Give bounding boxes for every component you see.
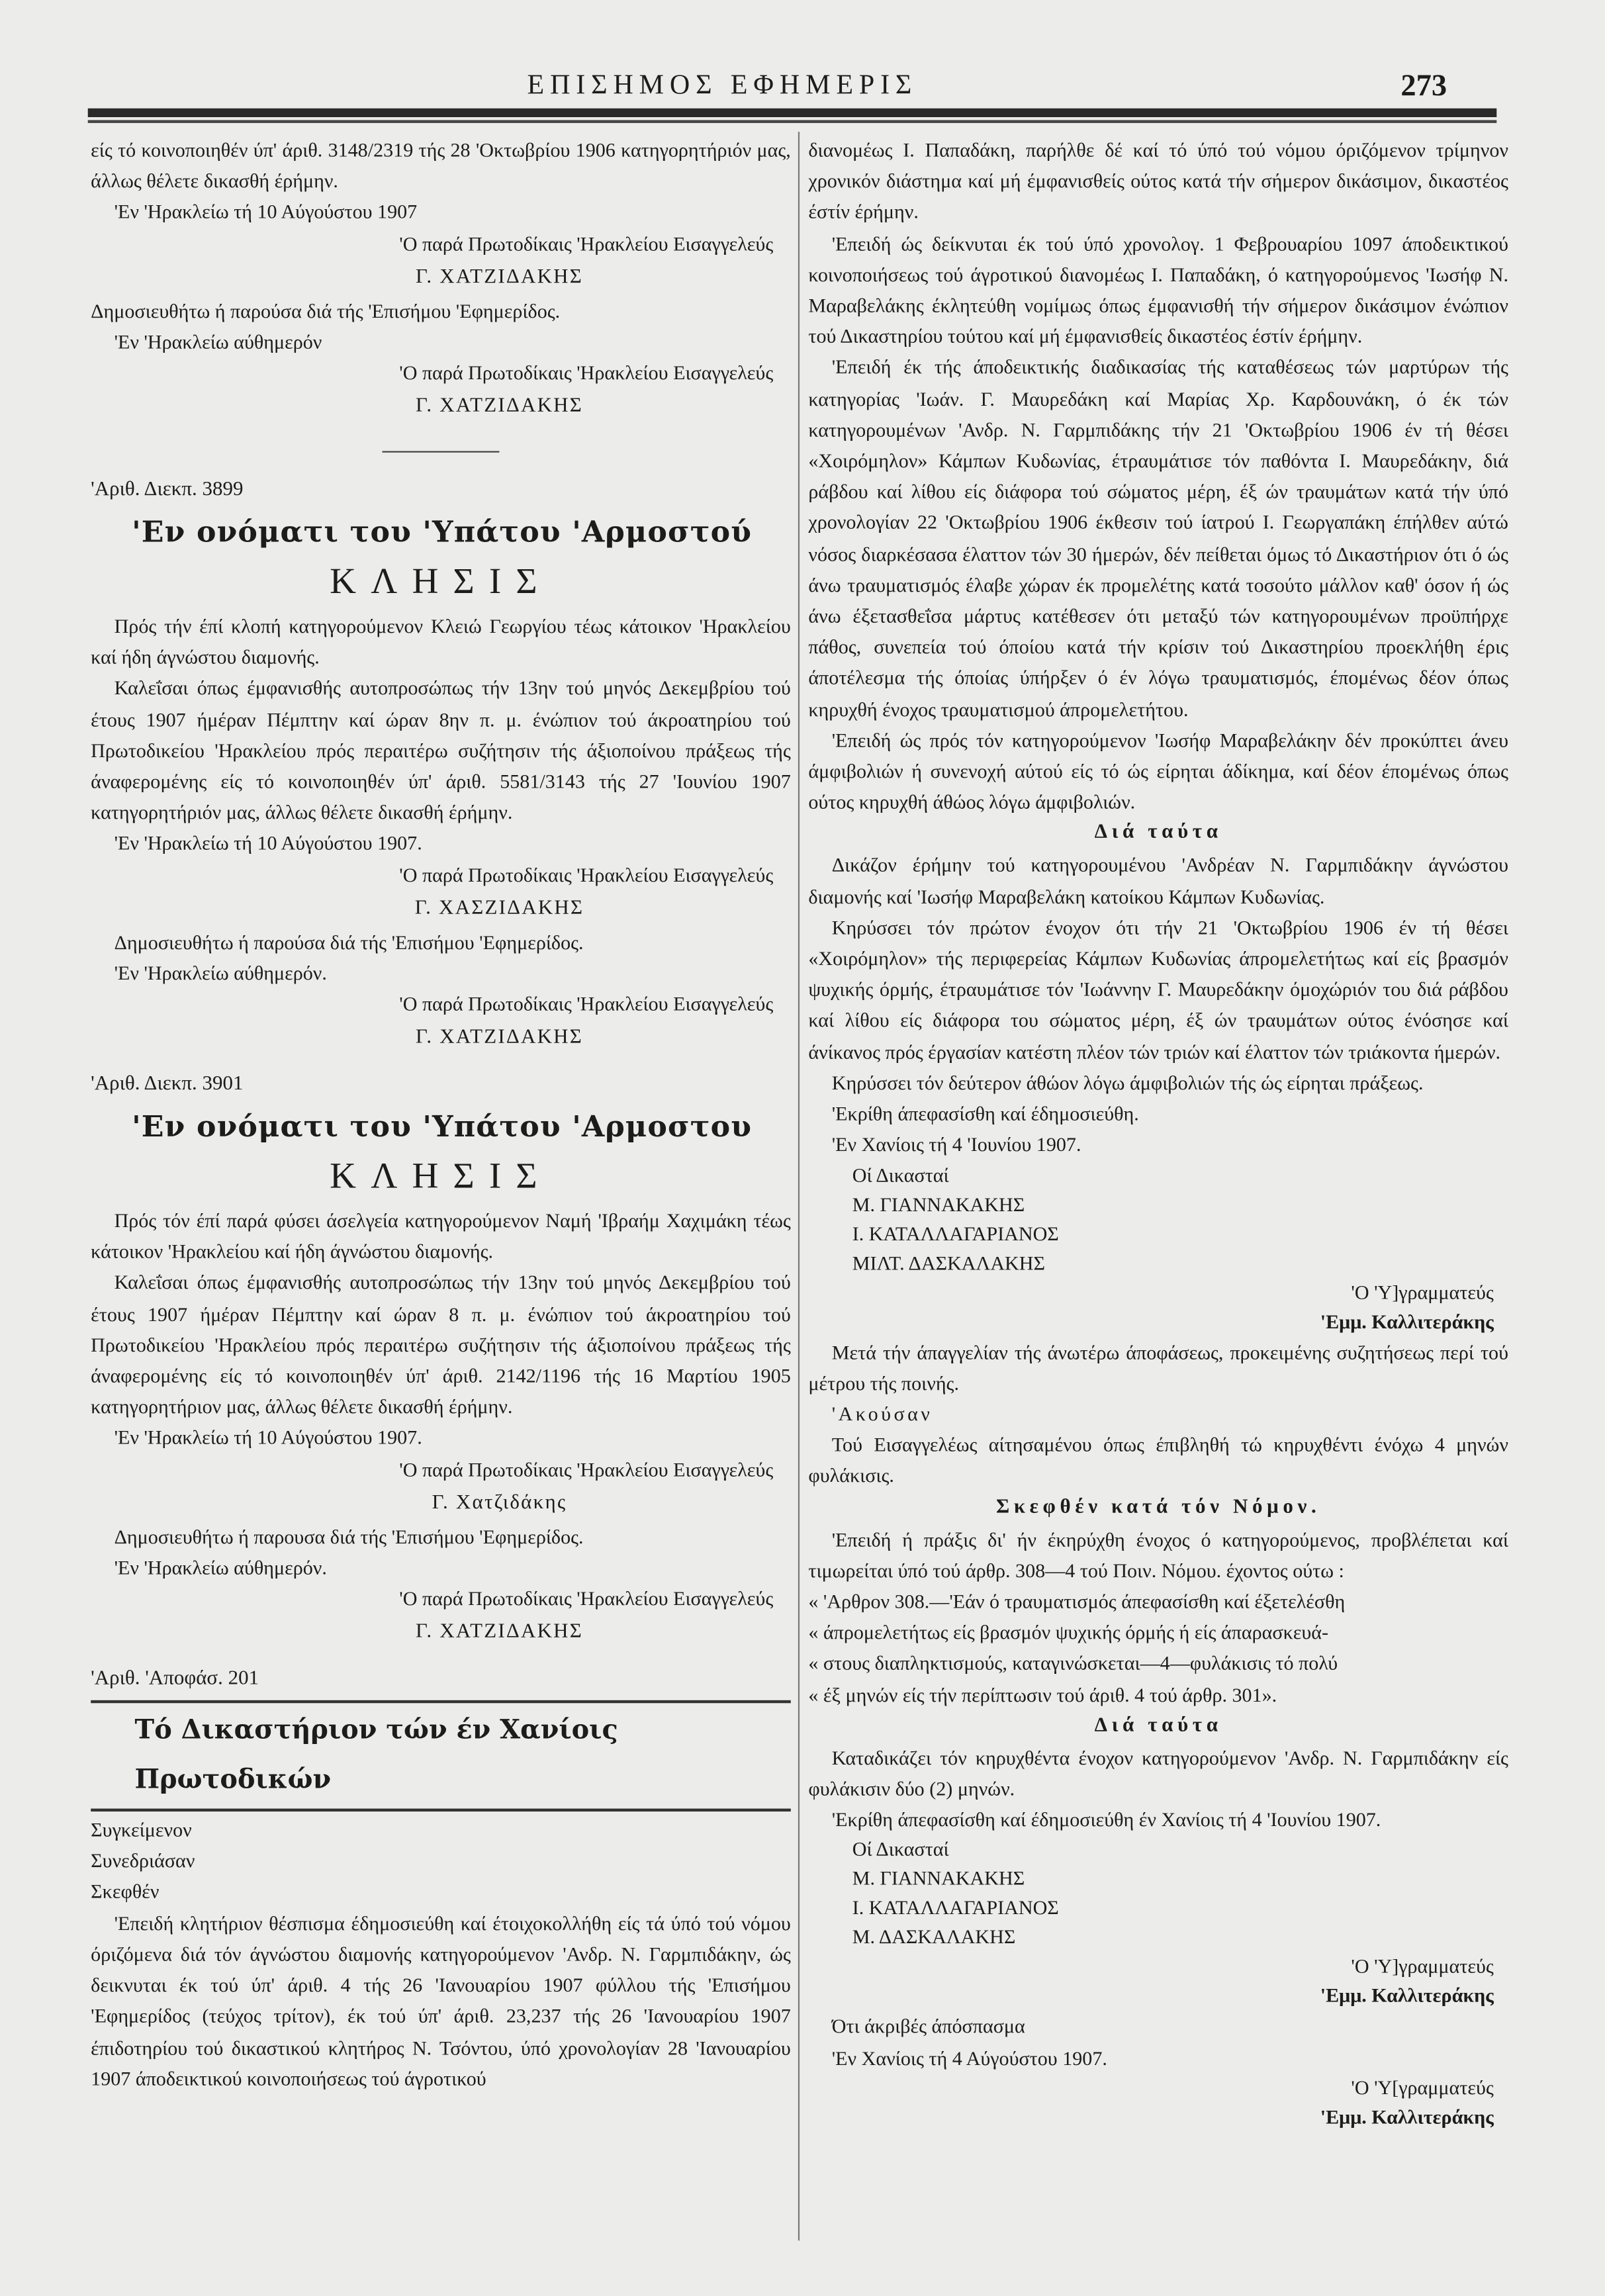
summons-paragraph: Καλεΐσαι όπως έμφανισθής αυτοπροσώπως τήν 13ην τού μηνός Δεκεμβρίου τού έτους 1907 ήμέραν Πέμπτην καί ώραν 8 π. μ. ένώπιον τού άκροατηρίου τού Πρωτοδικείου 'Ηρακλείου πρός περαιτέρω συζήτησιν τής άξιοποίνου πράξεως τής άναφερομένης είς τό κοινοποιηθέν ύπ' άριθ. 2142/1196 τής 16 Μαρτίου 1905 κατηγορητήριον μας, άλλως θέλετε δικασθή έρήμην. — [91, 1271, 796, 1418]
verdict-paragraph: Κηρύσσει τόν πρώτον ένοχον ότι τήν 21 'Οκτωβρίου 1906 έν τή θέσει «Χοιρόμηλον» τής περιφερείας Κάμπων Κυδωνίας άπρομελετήτως καί είς βρασμόν ψυχικής όρμής, έτραυμάτισε τόν 'Ιωάννην Γ. Μαυρεδάκην όμοχώριόν του διά ράβδου καί λίθου είς διάφορα του σώματος μέρη, έξ ών τραυμάτων ούτος ένόσησε καί άνίκανος πρός έργασίαν κατέστη πλέον τών τριών καί έλαττον τών τριάκοντα ήμερών. — [808, 916, 1514, 1063]
left-column — [91, 135, 796, 2094]
reference-number: 'Αριθ. Διεκπ. 3899 — [91, 479, 244, 501]
skefthen-heading: Σκεφθέν κατά τόν Νόμον. — [995, 1496, 1321, 1518]
summons-block — [91, 473, 796, 1056]
prosecutor-name: Γ. ΧΑΤΖΙΔΑΚΗΣ — [415, 395, 583, 418]
judge-name: Ι. ΚΑΤΑΛΛΑΓΑΡΙΑΝΟΣ — [852, 1222, 1059, 1244]
prosecutor-label: 'Ο παρά Πρωτοδίκαις 'Ηρακλείου Εισαγγελεύς — [399, 993, 774, 1015]
place-date: 'Εν 'Ηρακλείω τή 10 Αύγούστου 1907. — [114, 1427, 422, 1449]
decision-rule — [91, 1809, 791, 1812]
judge-name: Ι. ΚΑΤΑΛΛΑΓΑΡΙΑΝΟΣ — [852, 1897, 1059, 1919]
decision-paragraph: 'Επειδή έκ τής άποδεικτικής διαδικασίας τής καταθέσεως τών μαρτύρων τής κατηγορίας 'Ιωάν. Γ. Μαυρεδάκη καί Μαρίας Χρ. Καρδουνάκη, ό έκ τών κατηγορουμένων 'Ανδρ. Ν. Γαρμπιδάκης τήν 21 'Οκτωβρίου 1906 έν τή θέσει «Χοιρόμηλον» Κάμπων Κυδωνίας, έτραυμάτισε τόν παθόντα Ι. Μαυρεδάκην, διά ράβδου καί λίθου είς διάφορα τού σώματος μέρη, έξ ών τραυμάτων κατά τήν ύπό χρονολογίαν 22 'Οκτωβρίου 1906 έκθεσιν τού ίατρού Ι. Γεωργαπάκη έπήλθεν αύτώ νόσος διαρκέσασα έλαττον τών 30 ήμερών, δέν πείθεται όμως τό Δικαστήριον ότι ό ώς άνω τραυματισμός έλαβε χώραν έκ προμελέτης κατά τοσούτο μάλλον καθ' όσον ή ώς άνω έξετασθεΐσα μάρτυς κατέθεσεν ότι μεταξύ τών κατηγορουμένων προϋπήρχε πάθος, συνεπεία τού όποίου κατά τήν κρίσιν τού Δικαστηρίου προεκλήθη έρις άποτέλεσμα τής όποίας ύπήρξεν ό έν λόγω τραυματισμός, έπομένως δέον όπως κηρυχθή ένοχος τραυματισμού άπρομελετήτου. — [808, 356, 1514, 720]
law-quote-line: « στους διαπληκτισμούς, καταγινώσκεται—4—φυλάκισις τό πολύ — [808, 1652, 1338, 1675]
column-divider — [798, 132, 800, 2240]
summons-paragraph: Πρός τήν έπί κλοπή κατηγορούμενον Κλειώ Γεωργίου τέως κάτοικον 'Ηρακλείου καί ήδη άγνώστου διαμονής. — [91, 615, 796, 668]
summons-title: ΚΛΗΣΙΣ — [330, 1157, 552, 1197]
secretary-name: 'Εμμ. Καλλιτεράκης — [1320, 1310, 1494, 1332]
reference-number: 'Αριθ. 'Αποφάσ. 201 — [91, 1668, 259, 1690]
decision-label: Συνεδριάσαν — [91, 1850, 195, 1872]
continued-text: είς τό κοινοποιηθέν ύπ' άριθ. 3148/2319 τής 28 'Οκτωβρίου 1906 κατηγορητήριόν μας, άλλως θέλετε δικασθή έρήμην. — [91, 139, 796, 193]
decision-paragraph: 'Επειδή κλητήριον θέσπισμα έδημοσιεύθη καί έτοιχοκολλήθη είς τά ύπό τού νόμου όριζόμενα διά τόν άγνώστου διαμονής κατηγορούμενον 'Ανδρ. Ν. Γαρμπιδάκην, ώς δεικνυται έκ τού ύπ' άριθ. 4 τής 26 'Ιανουαρίου 1907 φύλλου τής 'Επισήμου 'Εφημερίδος (τεύχος τρίτον), έκ τού ύπ' άριθ. 23,237 τής 26 'Ιανουαρίου 1907 έπιδοτηρίου τού δικαστικού κλητήρος Ν. Τσόντου, ύπό χρονολογίαν 28 'Ιανουαρίου 1907 άποδεικτικού κοινοποιήσεως τού άγροτικού — [91, 1911, 796, 2089]
prosecutor-label: 'Ο παρά Πρωτοδίκαις 'Ηρακλείου Εισαγγελεύς — [399, 1587, 774, 1610]
post-verdict-paragraph: Μετά τήν άπαγγελίαν τής άνωτέρω άποφάσεως, προκειμένης συζητήσεως περί τού μέτρου τής ποινής. — [808, 1340, 1514, 1394]
publish-line: Δημοσιευθήτω ή παρουσα διά τής 'Επισήμου 'Εφημερίδος. — [114, 1525, 584, 1547]
decision-label: Συγκείμενον — [91, 1819, 192, 1841]
judge-name: Μ. ΔΑΣΚΑΛΑΚΗΣ — [852, 1926, 1016, 1949]
page-number: 273 — [1400, 67, 1447, 103]
judges-block — [808, 1160, 1508, 1336]
prosecutor-name: Γ. ΧΑΣΖΙΔΑΚΗΣ — [414, 897, 584, 919]
judges-label: Οί Δικασταί — [852, 1838, 949, 1860]
section-heading: 'Εν ονόματι του 'Υπάτου 'Αρμοστού — [132, 514, 753, 549]
akousan-text: Τού Εισαγγελέως αίτησαμένου όπως έπιβληθή τώ κηρυχθέντι ένόχω 4 μηνών φυλάκισις. — [808, 1434, 1514, 1487]
secretary-name: 'Εμμ. Καλλιτεράκης — [1320, 2105, 1494, 2128]
decision-paragraph: 'Επειδή ώς πρός τόν κατηγορούμενον 'Ιωσήφ Μαραβελάκην δέν προκύπτει άνευ άμφιβολιών ή συνενοχή αύτού είς τό ώς είρηται άδίκημα, καί δέον έπομένως όπως ούτος κηρυχθή άθώος λόγω άμφιβολιών. — [808, 729, 1514, 813]
reference-number: 'Αριθ. Διεκπ. 3901 — [91, 1073, 244, 1096]
publish-place: 'Εν 'Ηρακλείω αύθημερόν — [114, 330, 322, 353]
publish-place: 'Εν 'Ηρακλείω αύθημερόν. — [114, 962, 327, 984]
judges-block — [808, 1835, 1508, 2011]
decision-label: Σκεφθέν — [91, 1881, 160, 1904]
law-quote-line: « άπρομελετήτως είς βρασμόν ψυχικής όρμής ή είς άπαρασκευά- — [808, 1621, 1329, 1643]
judges-label: Οί Δικασταί — [852, 1163, 949, 1186]
prosecutor-name: Γ. ΧΑΤΖΙΔΑΚΗΣ — [415, 1027, 583, 1049]
publish-place: 'Εν 'Ηρακλείω αύθημερόν. — [114, 1556, 327, 1579]
copy-note: Ότι άκριβές άπόσπασμα — [831, 2015, 1025, 2038]
decision-block — [91, 1662, 796, 2093]
header-rule — [88, 109, 1497, 117]
publication-title: ΕΠΙΣΗΜΟΣ ΕΦΗΜΕΡΙΣ — [527, 70, 918, 101]
page-header — [0, 64, 1605, 108]
publish-line: Δημοσιευθήτω ή παρούσα διά τής 'Επισήμου 'Εφημερίδος. — [114, 931, 584, 953]
prosecutor-label: 'Ο παρά Πρωτοδίκαις 'Ηρακλείου Εισαγγελεύς — [399, 863, 774, 886]
verdict-paragraph: Καταδικάζει τόν κηρυχθέντα ένοχον κατηγορούμενον 'Ανδρ. Ν. Γαρμπιδάκην είς φυλάκισιν δύο (2) μηνών. — [808, 1747, 1514, 1800]
summons-paragraph: Καλεΐσαι όπως έμφανισθής αυτοπροσώπως τήν 13ην τού μηνός Δεκεμβρίου τού έτους 1907 ήμέραν Πέμπτην καί ώραν 8ην π. μ. ένώπιον τού άκροατηρίου τού Πρωτοδικείου 'Ηρακλείου πρός περαιτέρω συζήτησιν τής άξιοποίνου πράξεως τής άναφερομένης είς τό κοινοποιηθέν ύπ' άριθ. 5581/3143 τής 27 'Ιουνίου 1907 κατηγορητήριόν μας, άλλως θέλετε δικασθή έρήμην. — [91, 677, 796, 823]
right-column — [808, 135, 1514, 2132]
dia-tauta-heading: Διά ταύτα — [1094, 1714, 1222, 1737]
decision-paragraph: διανομέως Ι. Παπαδάκη, παρήλθε δέ καί τό ύπό τού νόμου όριζόμενον τρίμηνον χρονικόν διάστημα καί μή έμφανισθείς ούτος κατά τήν σήμερον δικάσιμον, δικαστέος έστίν έρήμην. — [808, 139, 1514, 224]
secretary-label: 'Ο 'Υ[γραμματεύς — [1351, 2076, 1494, 2099]
secretary-label: 'Ο 'Υ]γραμματεύς — [1351, 1955, 1494, 1978]
law-quote-line: « έξ μηνών είς τήν περίπτωσιν τού άριθ. 4 τού άρθρ. 301». — [808, 1683, 1277, 1706]
summons-block — [91, 1068, 796, 1651]
section-divider — [382, 451, 499, 453]
law-paragraph: 'Επειδή ή πράξις δι' ήν έκηρύχθη ένοχος ό κατηγορούμενος, προβλέπεται καί τιμωρείται ύπό τού άρθρ. 308—4 τού Ποιν. Νόμου. έχοντος ούτω : — [808, 1528, 1514, 1581]
judge-name: Μ. ΓΙΑΝΝΑΚΑΚΗΣ — [852, 1193, 1025, 1215]
judge-name: Μ. ΓΙΑΝΝΑΚΑΚΗΣ — [852, 1867, 1025, 1890]
verdict-paragraph: Κηρύσσει τόν δεύτερον άθώον λόγω άμφιβολιών τής ώς είρηται πράξεως. — [831, 1072, 1424, 1094]
place-date: 'Εν Χανίοις τή 4 'Ιουνίου 1907. — [831, 1134, 1081, 1156]
secretary-name: 'Εμμ. Καλλιτεράκης — [1320, 1984, 1494, 2007]
prosecutor-name: Γ. ΧΑΤΖΙΔΑΚΗΣ — [415, 265, 583, 289]
akousan-label: 'Ακούσαν — [831, 1402, 933, 1425]
verdict-paragraph: 'Εκρίθη άπεφασίσθη καί έδημοσιεύθη. — [831, 1103, 1139, 1125]
law-quote-line: « 'Αρθρον 308.—'Εάν ό τραυματισμός άπεφασίσθη καί έξετελέσθη — [808, 1590, 1346, 1612]
verdict-paragraph: Δικάζον έρήμην τού κατηγορουμένου 'Ανδρέαν Ν. Γαρμπιδάκην άγνώστου διαμονής καί 'Ιωσήφ Μαραβελάκη κατοίκου Κάμπων Κυδωνίας. — [808, 854, 1514, 908]
prosecutor-name: Γ. ΧΑΤΖΙΔΑΚΗΣ — [415, 1621, 583, 1643]
dia-tauta-heading: Διά ταύτα — [1094, 822, 1222, 845]
verdict-paragraph: 'Εκρίθη άπεφασίσθη καί έδημοσιεύθη έν Χανίοις τή 4 'Ιουνίου 1907. — [831, 1808, 1381, 1831]
place-date: 'Εν Χανίοις τή 4 Αύγούστου 1907. — [831, 2046, 1107, 2069]
place-date: 'Εν 'Ηρακλείω τή 10 Αύγούστου 1907 — [114, 201, 418, 224]
secretary-label: 'Ο 'Υ]γραμματεύς — [1351, 1280, 1494, 1303]
decision-rule — [91, 1700, 791, 1703]
publish-line: Δημοσιευθήτω ή παρούσα διά τής 'Επισήμου 'Εφημερίδος. — [91, 299, 561, 322]
header-rule-thin — [88, 120, 1497, 122]
prosecutor-name: Γ. Χατζιδάκης — [432, 1491, 567, 1514]
place-date: 'Εν 'Ηρακλείω τή 10 Αύγούστου 1907. — [114, 832, 422, 854]
decision-paragraph: 'Επειδή ώς δείκνυται έκ τού ύπό χρονολογ. 1 Φεβρουαρίου 1097 άποδεικτικού κοινοποιήσεως τού άγροτικού διανομέως Ι. Παπαδάκη, ό κατηγορούμενος 'Ιωσήφ Ν. Μαραβελάκης έκλητεύθη νομίμως όπως έμφανισθή τήν σήμερον δικάσιμον ένώπιον τού Δικαστηρίου τούτου καί μή έμφανισθείς δικαστέος έστίν έρήμην. — [808, 232, 1514, 347]
prosecutor-label: 'Ο παρά Πρωτοδίκαις 'Ηρακλείου Εισαγγελεύς — [399, 232, 774, 255]
prosecutor-label: 'Ο παρά Πρωτοδίκαις 'Ηρακλείου Εισαγγελεύς — [399, 1458, 774, 1481]
court-title: Τό Δικαστήριον τών έν Χανίοις Πρωτοδικών — [134, 1715, 618, 1796]
summons-title: ΚΛΗΣΙΣ — [330, 562, 552, 602]
judge-name: ΜΙΛΤ. ΔΑΣΚΑΛΑΚΗΣ — [852, 1251, 1046, 1273]
prosecutor-label: 'Ο παρά Πρωτοδίκαις 'Ηρακλείου Εισαγγελεύς — [399, 361, 774, 384]
section-heading: 'Εν ονόματι του 'Υπάτου 'Αρμοστου — [132, 1109, 753, 1144]
summons-paragraph: Πρός τόν έπί παρά φύσει άσελγεία κατηγορούμενον Ναμή 'Ιβραήμ Χαχιμάκη τέως κάτοικον 'Ηρακλείου καί ήδη άγνώστου διαμονής. — [91, 1209, 796, 1263]
